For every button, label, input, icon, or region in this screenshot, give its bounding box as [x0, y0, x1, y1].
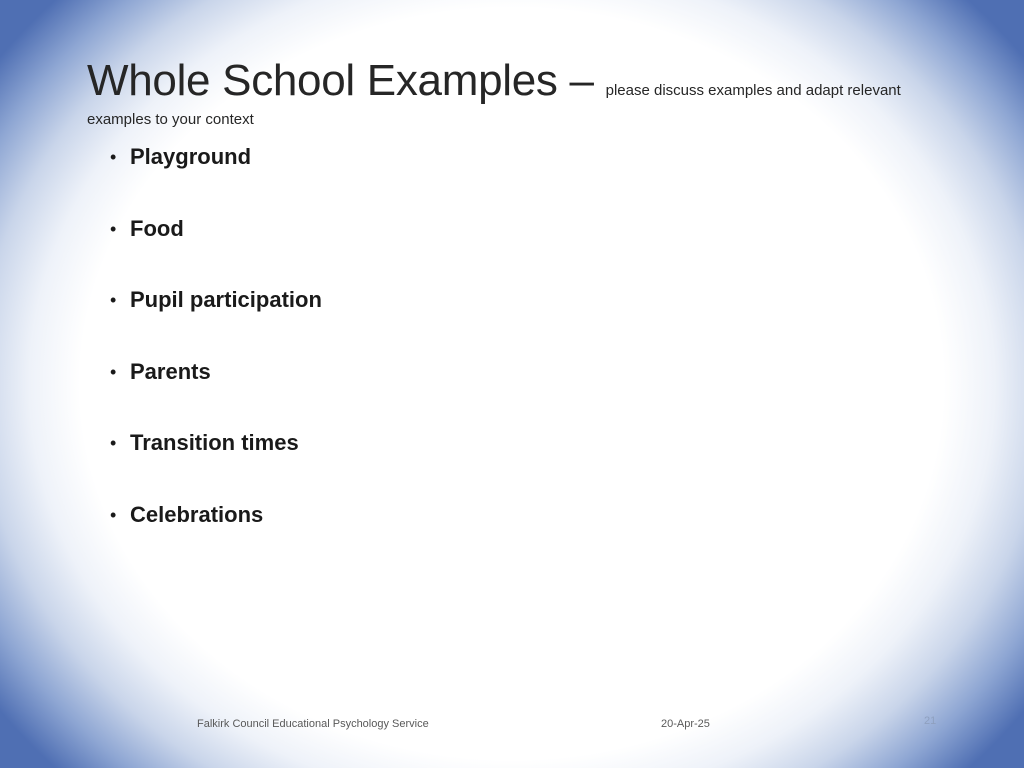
bullet-dot-icon: •: [110, 433, 117, 454]
bullet-dot-icon: •: [110, 290, 117, 311]
bullet-list: [110, 140, 322, 570]
bullet-item: [110, 283, 322, 355]
bullet-label: Playground: [130, 144, 252, 169]
bullet-item: [110, 140, 322, 212]
bullet-item: [110, 355, 322, 427]
bullet-label: Celebrations: [130, 501, 264, 527]
bullet-item: [110, 498, 322, 570]
bullet-label: Pupil participation: [130, 287, 322, 313]
title-subtitle-line2: examples to your context: [87, 110, 254, 128]
title-subtitle: please discuss examples and adapt relevant: [605, 82, 901, 99]
bullet-item: [110, 212, 322, 284]
bullet-dot-icon: •: [110, 218, 117, 239]
title-main: Whole School Examples –: [87, 56, 606, 105]
bullet-item: [110, 426, 322, 498]
bullet-dot-icon: •: [110, 504, 117, 525]
bullet-label: Food: [130, 215, 184, 241]
bullet-dot-icon: •: [110, 361, 117, 382]
bullet-dot-icon: •: [110, 147, 117, 167]
page-number: 21: [924, 715, 937, 727]
footer-date: 20-Apr-25: [661, 718, 710, 730]
footer-organization: Falkirk Council Educational Psychology Service: [197, 718, 429, 730]
slide-title: [87, 56, 927, 128]
bullet-label: Parents: [130, 358, 211, 384]
bullet-label: Transition times: [130, 430, 299, 456]
